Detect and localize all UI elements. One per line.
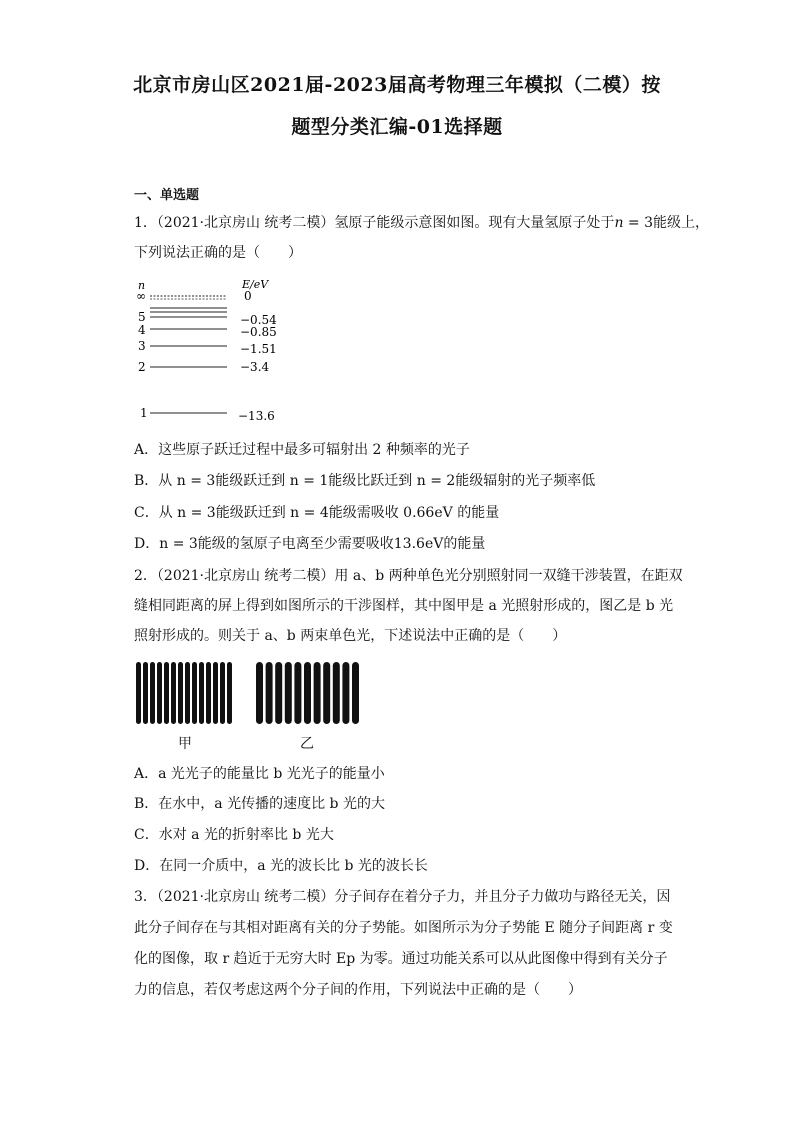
fringes-b: [256, 662, 359, 724]
section-heading: 一、单选题: [134, 188, 200, 203]
pattern-a-fringe: [164, 662, 169, 724]
q3-stem-line4: 力的信息，若仅考虑这两个分子间的作用，下列说法中正确的是（ ）: [134, 982, 582, 998]
e-axis-label: E/eV: [242, 278, 269, 291]
pattern-a-fringe: [143, 662, 148, 724]
pattern-b-fringe: [352, 662, 359, 724]
figure-label-jia: 甲: [178, 736, 192, 752]
level-e-1: −13.6: [238, 409, 275, 423]
pattern-a-fringe: [227, 662, 232, 724]
level-n-4: 4: [138, 323, 146, 337]
q2-option-a: A．a 光光子的能量比 b 光光子的能量小: [134, 766, 385, 782]
pattern-b-fringe: [304, 662, 311, 724]
page-title-line2: 题型分类汇编-01选择题: [291, 116, 503, 138]
level-n-inf: ∞: [136, 289, 146, 303]
pattern-a-fringe: [185, 662, 190, 724]
pattern-b-fringe: [294, 662, 301, 724]
q2-option-d: D．在同一介质中，a 光的波长比 b 光的波长长: [134, 858, 428, 874]
q1-option-b: B．从 n = 3能级跃迁到 n = 1能级比跃迁到 n = 2能级辐射的光子频率低: [134, 473, 596, 489]
q2-stem-line3: 照射形成的。则关于 a、b 两束单色光，下述说法中正确的是（ ）: [134, 628, 567, 644]
pattern-a-fringe: [192, 662, 197, 724]
pattern-b-fringe: [256, 662, 263, 724]
q2-option-c: C．水对 a 光的折射率比 b 光大: [134, 827, 334, 843]
pattern-a-fringe: [206, 662, 211, 724]
pattern-a-fringe: [178, 662, 183, 724]
figure-label-yi: 乙: [300, 736, 314, 752]
pattern-b-fringe: [266, 662, 273, 724]
q1-stem-line2: 下列说法正确的是（ ）: [134, 245, 302, 261]
pattern-b-fringe: [275, 662, 282, 724]
q1-option-c: C．从 n = 3能级跃迁到 n = 4能级需吸收 0.66eV 的能量: [134, 505, 500, 521]
fringes-a: [136, 662, 232, 724]
page-title-line1: 北京市房山区2021届-2023届高考物理三年模拟（二模）按: [133, 74, 661, 96]
q1-stem-var: n: [614, 215, 624, 231]
q1-option-a: A．这些原子跃迁过程中最多可辐射出 2 种频率的光子: [134, 442, 470, 458]
n-axis-label: n: [138, 279, 146, 292]
level-n-2: 2: [138, 360, 146, 374]
level-n-1: 1: [140, 406, 148, 420]
pattern-a-fringe: [157, 662, 162, 724]
q3-stem-line2: 此分子间存在与其相对距离有关的分子势能。如图所示为分子势能 E 随分子间距离 r 变: [134, 920, 673, 936]
level-e-2: −3.4: [240, 360, 270, 374]
pattern-a-fringe: [136, 662, 141, 724]
q1-stem-line1: [134, 213, 709, 233]
q1-stem-line1-b: = 3能级上，: [623, 215, 710, 231]
pattern-a-fringe: [171, 662, 176, 724]
level-e-4: −0.85: [240, 325, 277, 339]
q2-stem-line2: 缝相同距离的屏上得到如图所示的干涉图样，其中图甲是 a 光照射形成的，图乙是 b 光: [134, 598, 674, 614]
level-e-inf: 0: [244, 289, 252, 303]
pattern-b-fringe: [285, 662, 292, 724]
pattern-a-fringe: [199, 662, 204, 724]
interference-pattern-figure: [134, 660, 364, 726]
pattern-b-fringe: [323, 662, 330, 724]
pattern-b-fringe: [342, 662, 349, 724]
q3-stem-line1: 3．（2021·北京房山 统考二模）分子间存在着分子力，并且分子力做功与路径无关，因: [134, 889, 671, 905]
pattern-a-fringe: [220, 662, 225, 724]
energy-level-diagram: [134, 278, 314, 428]
q1-option-d: D．n = 3能级的氢原子电离至少需要吸收13.6eV的能量: [134, 536, 486, 552]
q2-stem-line1: 2．（2021·北京房山 统考二模）用 a、b 两种单色光分别照射同一双缝干涉装置，在距双: [134, 568, 683, 584]
level-n-5: 5: [138, 310, 146, 324]
pattern-b-fringe: [333, 662, 340, 724]
level-n-3: 3: [138, 339, 146, 353]
pattern-a-fringe: [213, 662, 218, 724]
level-e-5: −0.54: [240, 313, 277, 327]
pattern-b-fringe: [314, 662, 321, 724]
q1-stem-line1-a: 1．（2021·北京房山 统考二模）氢原子能级示意图如图。现有大量氢原子处于: [134, 215, 615, 231]
q2-option-b: B．在水中，a 光传播的速度比 b 光的大: [134, 796, 385, 812]
level-e-3: −1.51: [240, 342, 277, 356]
pattern-a-fringe: [150, 662, 155, 724]
q3-stem-line3: 化的图像，取 r 趋近于无穷大时 Ep 为零。通过功能关系可以从此图像中得到有关分子: [134, 951, 668, 967]
